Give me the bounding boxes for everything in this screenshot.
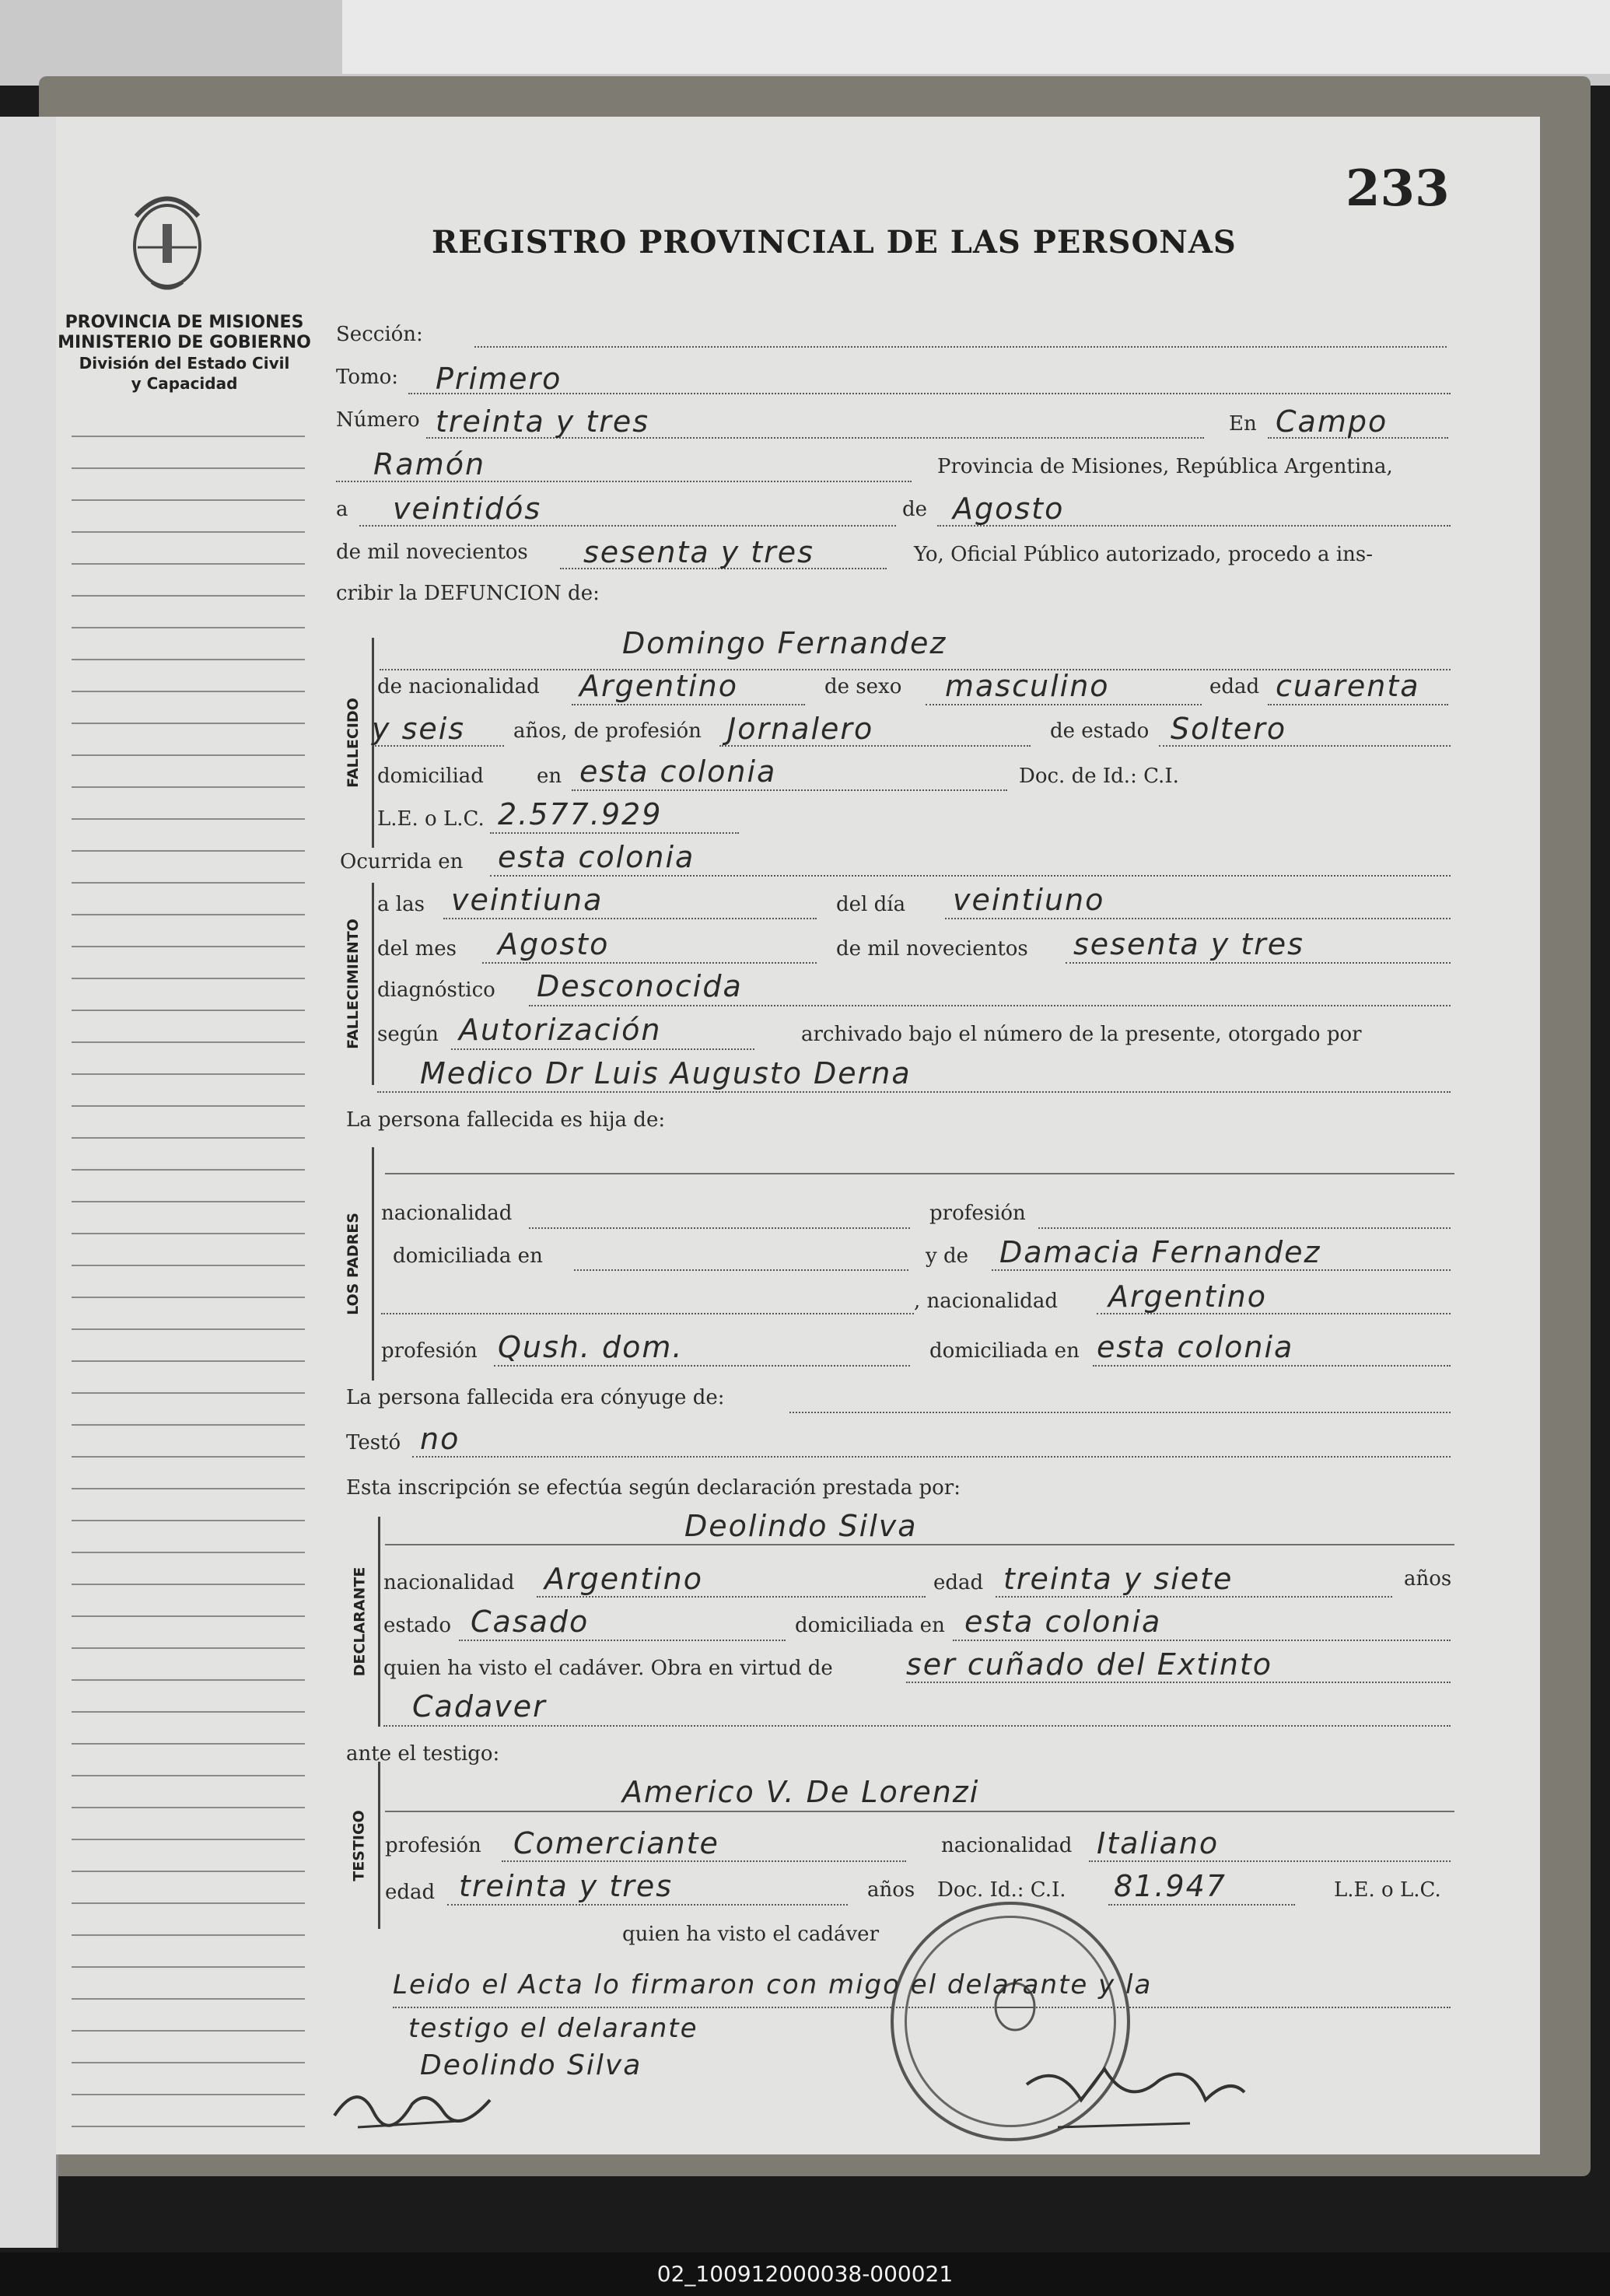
fallecido-profesion-label: años, de profesión [513, 719, 702, 743]
declarante-name: Deolindo Silva [684, 1509, 918, 1543]
fallecido-edad-cont-line [372, 745, 504, 747]
declarante-estado-line [459, 1640, 786, 1641]
provincia-label: Provincia de Misiones, República Argentina, [937, 455, 1393, 478]
margin-ruled-line [72, 1424, 305, 1426]
margin-ruled-line [72, 1998, 305, 2000]
margin-ruled-line [72, 1137, 305, 1139]
declarante-virtud-line [906, 1682, 1451, 1683]
fallecimiento-mes-label: del mes [377, 937, 457, 961]
padres-domiciliada-label: domiciliada en [393, 1244, 543, 1268]
declarante-anios-label: años [1404, 1567, 1452, 1591]
declarante-estado-label: estado [383, 1614, 451, 1637]
margin-ruled-line [72, 2030, 305, 2032]
testo-line [412, 1456, 1451, 1458]
fallecido-edad-value: cuarenta [1276, 669, 1420, 703]
testigo-cadaver-label: quien ha visto el cadáver [622, 1923, 880, 1946]
left-page-edge [0, 117, 58, 2248]
margin-ruled-line [72, 1679, 305, 1681]
declarante-signature: Deolindo Silva [420, 2049, 642, 2081]
padres-yde-label: y de [926, 1244, 968, 1268]
coat-of-arms-icon [121, 185, 214, 294]
margin-ruled-line [72, 467, 305, 469]
margin-ruled-line [72, 1966, 305, 1968]
closing-line-1 [393, 2007, 1451, 2008]
testigo-le-label: L.E. o L.C. [1334, 1878, 1441, 1902]
en-value: Campo [1276, 404, 1388, 439]
place-value: Ramón [373, 447, 486, 481]
padres-domiciliada2-value: esta colonia [1097, 1330, 1294, 1364]
padres-nacionalidad-label: nacionalidad [381, 1202, 513, 1225]
madre-name: Damacia Fernandez [999, 1235, 1321, 1269]
testigo-doc-label: Doc. Id.: C.I. [937, 1878, 1066, 1902]
margin-ruled-line [72, 1711, 305, 1713]
margin-ruled-line [72, 1265, 305, 1266]
margin-ruled-line [72, 754, 305, 756]
fallecimiento-hora-value: veintiuna [451, 883, 604, 917]
inscribir-label: cribir la DEFUNCION de: [336, 582, 600, 605]
page-number: 233 [1346, 159, 1450, 218]
declarante-name-line [385, 1544, 1454, 1545]
margin-ruled-line [72, 2062, 305, 2063]
fallecido-sexo-line [926, 704, 1202, 705]
fallecimiento-dia-line [945, 918, 1451, 919]
margin-ruled-line [72, 1584, 305, 1585]
margin-ruled-line [72, 946, 305, 947]
fallecimiento-mes-value: Agosto [498, 927, 610, 961]
margin-ruled-line [72, 436, 305, 437]
testo-value: no [420, 1422, 460, 1456]
margin-ruled-line [72, 1871, 305, 1872]
margin-ruled-line [72, 499, 305, 501]
margin-ruled-line [72, 1520, 305, 1521]
margin-ruled-line [72, 659, 305, 660]
declarante-domiciliada-line [953, 1640, 1451, 1641]
fallecido-sexo-value: masculino [945, 669, 1110, 703]
testigo-nacionalidad-label: nacionalidad [941, 1834, 1073, 1857]
padres-section-label: LOS PADRES [345, 1213, 362, 1315]
margin-ruled-line [72, 1807, 305, 1808]
fallecimiento-mes-line [482, 962, 817, 964]
seccion-label: Sección: [336, 323, 423, 346]
a-label: a [336, 498, 348, 521]
margin-ruled-line [72, 563, 305, 565]
padre-name-line [385, 1173, 1454, 1174]
margin-ruled-line [72, 1456, 305, 1458]
fallecido-domicilio-value: esta colonia [579, 754, 777, 789]
testigo-section-label: TESTIGO [351, 1809, 368, 1881]
fallecido-edad-value-cont: y seis [372, 712, 466, 746]
madre-name-line [992, 1269, 1451, 1271]
margin-ruled-line [72, 786, 305, 788]
declarante-nacionalidad-value: Argentino [544, 1562, 703, 1596]
witness-signature-icon [327, 2073, 506, 2135]
declarante-edad-line [996, 1596, 1392, 1598]
fallecido-sexo-label: de sexo [824, 675, 902, 698]
margin-ruled-line [72, 978, 305, 979]
testigo-edad-line [447, 1904, 848, 1906]
testigo-profesion-value: Comerciante [513, 1826, 719, 1860]
fallecimiento-anio-line [1066, 962, 1451, 964]
margin-ruled-line [72, 1647, 305, 1649]
ocurrida-line [490, 875, 1451, 877]
declarante-domicilio-value: esta colonia [964, 1605, 1162, 1639]
fallecimiento-segun-value: Autorización [459, 1013, 662, 1047]
margin-ruled-line [72, 1615, 305, 1617]
declarante-domiciliada-label: domiciliada en [795, 1614, 945, 1637]
de-label: de [902, 498, 928, 521]
closing-text-2: testigo el delarante [408, 2013, 698, 2044]
padres-domiciliada2-label: domiciliada en [929, 1339, 1080, 1363]
margin-ruled-line [72, 850, 305, 852]
testigo-name-line [385, 1811, 1454, 1812]
fallecimiento-bracket [372, 883, 374, 1085]
declarante-edad-value: treinta y siete [1003, 1562, 1234, 1596]
tomo-value: Primero [436, 362, 562, 396]
fallecido-estado-value: Soltero [1171, 712, 1287, 746]
margin-ruled-line [72, 1488, 305, 1489]
declarante-estado-value: Casado [471, 1605, 590, 1639]
margin-ruled-line [72, 1328, 305, 1330]
margin-ruled-line [72, 595, 305, 597]
margin-ruled-line [72, 627, 305, 628]
margin-ruled-line [72, 1105, 305, 1107]
declarante-section-label: DECLARANTE [351, 1566, 368, 1677]
margin-ruled-line [72, 882, 305, 884]
margin-ruled-line [72, 1041, 305, 1043]
padres-nacionalidad2-value: Argentino [1108, 1279, 1267, 1314]
margin-ruled-line [72, 1010, 305, 1011]
margin-ruled-line [72, 1073, 305, 1075]
testigo-bracket [378, 1762, 380, 1929]
padres-profesion-label: profesión [929, 1202, 1026, 1225]
testigo-ante-label: ante el testigo: [346, 1742, 500, 1766]
en-label: En [1229, 412, 1257, 436]
fallecido-domicilio-line [572, 789, 1007, 791]
testigo-nacionalidad-line [1089, 1860, 1451, 1862]
margin-ruled-line [72, 1169, 305, 1171]
margin-ruled-line [72, 818, 305, 820]
fallecido-le-line [490, 832, 739, 834]
padres-profesion2-label: profesión [381, 1339, 478, 1363]
madre-extra-line [381, 1313, 914, 1314]
mes-value: Agosto [953, 492, 1065, 526]
padres-bracket [372, 1147, 374, 1381]
fallecimiento-hora-label: a las [377, 893, 425, 916]
fallecimiento-segun-line [451, 1048, 754, 1050]
fallecimiento-medico-value: Medico Dr Luis Augusto Derna [420, 1056, 912, 1090]
fallecido-name: Domingo Fernandez [622, 626, 947, 660]
tomo-label: Tomo: [336, 366, 399, 389]
declarante-cadaver-label: quien ha visto el cadáver. Obra en virtud de [383, 1657, 833, 1680]
testigo-name: Americo V. De Lorenzi [622, 1775, 980, 1809]
ocurrida-label: Ocurrida en [340, 850, 464, 873]
province-label: PROVINCIA DE MISIONES [65, 313, 304, 332]
image-identifier: 02_100912000038-000021 [0, 2252, 1610, 2296]
fallecimiento-anio-value: sesenta y tres [1073, 927, 1304, 961]
testigo-nacionalidad-value: Italiano [1097, 1826, 1220, 1860]
margin-ruled-line [72, 1934, 305, 1936]
padres-profesion2-line [494, 1365, 910, 1367]
margin-ruled-line [72, 1360, 305, 1362]
testigo-anios-label: años [867, 1878, 915, 1902]
margin-ruled-line [72, 1392, 305, 1394]
fallecido-domiciliado-label: domiciliad [377, 765, 484, 788]
declarante-bracket [378, 1517, 380, 1727]
fallecimiento-dia-label: del día [836, 893, 906, 916]
padres-domiciliada2-line [1093, 1365, 1451, 1367]
fallecimiento-diagnostico-label: diagnóstico [377, 978, 495, 1002]
fallecido-estado-label: de estado [1050, 719, 1150, 743]
inscripcion-label: Esta inscripción se efectúa según declaración prestada por: [346, 1476, 961, 1500]
oficial-label: Yo, Oficial Público autorizado, procedo a ins- [914, 543, 1374, 566]
ministry-label: MINISTERIO DE GOBIERNO [58, 333, 311, 352]
numero-label: Número [336, 408, 420, 432]
background-page-above [342, 0, 1610, 74]
fallecido-doc-label: Doc. de Id.: C.I. [1019, 765, 1179, 788]
dia-value: veintidós [393, 492, 542, 526]
margin-ruled-line [72, 1775, 305, 1776]
declarante-virtud-value2: Cadaver [412, 1689, 547, 1724]
mil-label: de mil novecientos [336, 541, 528, 564]
fallecido-profesion-value: Jornalero [727, 712, 874, 746]
margin-ruled-line [72, 1297, 305, 1298]
testigo-doc-line [1108, 1904, 1295, 1906]
margin-ruled-line [72, 1552, 305, 1553]
conyuge-line [789, 1412, 1451, 1413]
margin-ruled-line [72, 1743, 305, 1745]
fallecimiento-medico-line [377, 1091, 1451, 1093]
margin-ruled-line [72, 2126, 305, 2127]
fallecido-nacionalidad-label: de nacionalidad [377, 675, 540, 698]
declarante-virtud-line2 [383, 1725, 1451, 1727]
margin-ruled-line [72, 723, 305, 724]
tomo-line [408, 393, 1451, 394]
capacity-label: y Capacidad [131, 374, 238, 393]
fallecimiento-mil-label: de mil novecientos [836, 937, 1028, 961]
fallecido-nacionalidad-line [572, 704, 805, 705]
document-title: REGISTRO PROVINCIAL DE LAS PERSONAS [432, 224, 1237, 261]
closing-text-1: Leido el Acta lo firmaron con migo el delarante y la [393, 1969, 1153, 2000]
declarante-nacionalidad-line [537, 1596, 926, 1598]
fallecido-le-value: 2.577.929 [498, 797, 663, 831]
declarante-nacionalidad-label: nacionalidad [383, 1571, 515, 1594]
fallecido-en-label: en [537, 765, 562, 788]
ocurrida-value: esta colonia [498, 840, 695, 874]
numero-value: treinta y tres [436, 404, 650, 439]
padres-profesion2-value: Qush. dom. [498, 1330, 684, 1364]
fallecido-le-label: L.E. o L.C. [377, 807, 485, 831]
fallecido-nacionalidad-value: Argentino [579, 669, 738, 703]
official-signature-icon [1011, 2053, 1260, 2139]
margin-ruled-line [72, 1839, 305, 1840]
padres-nacionalidad2-label: , nacionalidad [914, 1290, 1058, 1313]
testigo-profesion-line [502, 1860, 906, 1862]
margin-ruled-line [72, 2094, 305, 2095]
declarante-edad-label: edad [933, 1571, 984, 1594]
conyuge-label: La persona fallecida era cónyuge de: [346, 1386, 725, 1409]
declarante-virtud-value: ser cuñado del Extinto [906, 1647, 1272, 1682]
division-label: División del Estado Civil [79, 354, 290, 373]
fallecimiento-dia-value: veintiuno [953, 883, 1105, 917]
testigo-edad-value: treinta y tres [459, 1869, 674, 1903]
padres-profesion-line [1038, 1227, 1451, 1229]
seccion-line [474, 346, 1447, 348]
fallecimiento-diagnostico-value: Desconocida [537, 969, 743, 1003]
padres-hija-label: La persona fallecida es hija de: [346, 1108, 666, 1132]
fallecimiento-archivado-label: archivado bajo el número de la presente, otorgado por [801, 1023, 1362, 1046]
testigo-doc-value: 81.947 [1114, 1869, 1227, 1903]
margin-ruled-line [72, 1201, 305, 1202]
padres-nacionalidad-line [529, 1227, 910, 1229]
issuing-authority [56, 313, 313, 394]
margin-ruled-line [72, 691, 305, 692]
margin-ruled-line [72, 914, 305, 915]
fallecido-edad-line [1268, 704, 1448, 705]
margin-ruled-line [72, 531, 305, 533]
fallecimiento-segun-label: según [377, 1023, 439, 1046]
fallecido-edad-label: edad [1209, 675, 1260, 698]
anio-value: sesenta y tres [583, 535, 814, 569]
testigo-edad-label: edad [385, 1881, 436, 1904]
testo-label: Testó [346, 1431, 401, 1454]
testigo-profesion-label: profesión [385, 1834, 481, 1857]
margin-ruled-line [72, 1902, 305, 1904]
margin-ruled-line [72, 1233, 305, 1234]
fallecimiento-section-label: FALLECIMIENTO [345, 919, 362, 1049]
fallecido-section-label: FALLECIDO [345, 698, 362, 788]
padres-domiciliada-line [574, 1269, 908, 1271]
fallecimiento-hora-line [443, 918, 817, 919]
fallecimiento-diagnostico-line [529, 1005, 1451, 1006]
